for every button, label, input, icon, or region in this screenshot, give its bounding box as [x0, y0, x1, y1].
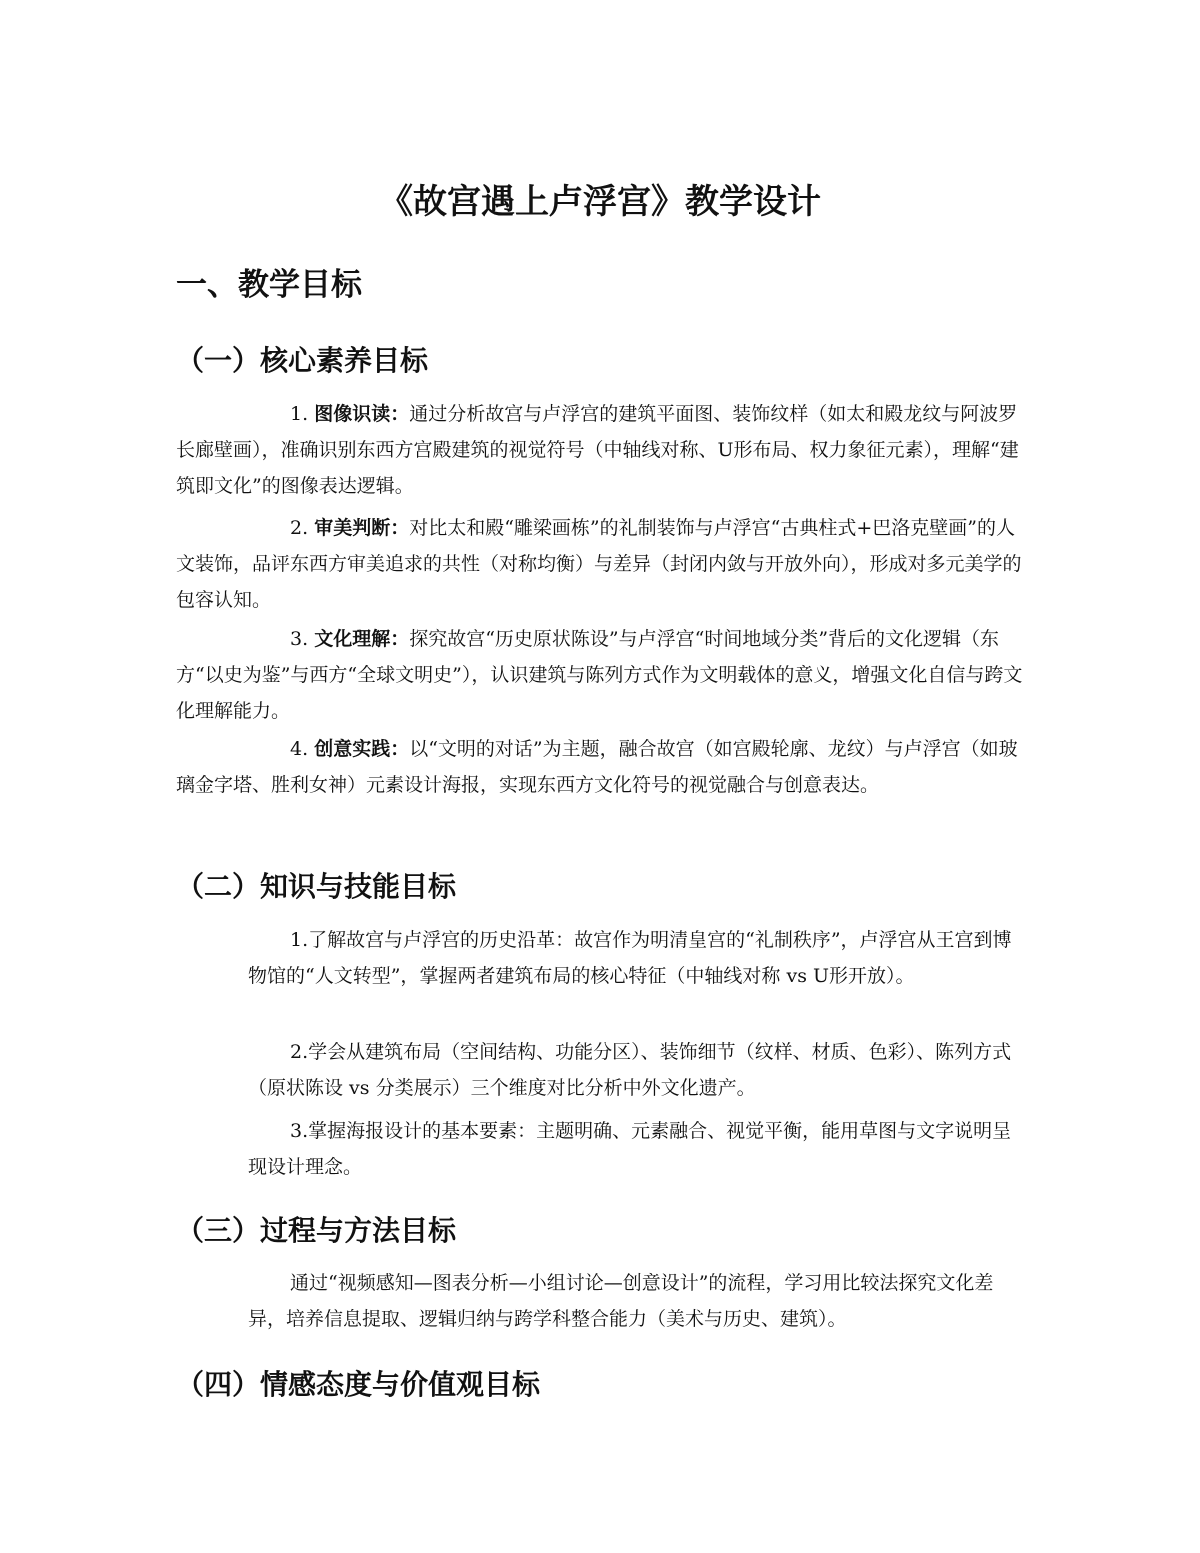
item-text: 探究故宫“历史原状陈设”与卢浮宫“时间地域分类”背后的文化逻辑（东方“以史为鉴”与西方“全球文明史”），认识建筑与陈列方式作为文明载体的意义，增强文化自信与跨文化理解能力。 [176, 628, 1023, 722]
knowledge-goal-item-3: 3.掌握海报设计的基本要素：主题明确、元素融合、视觉平衡，能用草图与文字说明呈现设计理念。 [248, 1120, 1012, 1178]
item-number: 4. [290, 738, 309, 760]
subsection-heading-core-literacy: （一）核心素养目标 [176, 344, 429, 377]
core-goal-item-3 [176, 621, 1028, 729]
knowledge-goal-item-2: 2.学会从建筑布局（空间结构、功能分区）、装饰细节（纹样、材质、色彩）、陈列方式（原状陈设 vs 分类展示）三个维度对比分析中外文化遗产。 [248, 1041, 1012, 1099]
document-title: 《故宫遇上卢浮宫》教学设计 [379, 182, 821, 222]
core-goal-item-2 [176, 510, 1028, 618]
subsection-heading-knowledge-skills: （二）知识与技能目标 [176, 870, 457, 903]
item-keyword: 审美判断： [314, 517, 410, 539]
knowledge-goal-item-1: 1.了解故宫与卢浮宫的历史沿革：故宫作为明清皇宫的“礼制秩序”，卢浮宫从王宫到博物馆的“人文转型”，掌握两者建筑布局的核心特征（中轴线对称 vs U形开放）。 [248, 929, 1012, 987]
item-text: 以“文明的对话”为主题，融合故宫（如宫殿轮廓、龙纹）与卢浮宫（如玻璃金字塔、胜利女神）元素设计海报，实现东西方文化符号的视觉融合与创意表达。 [176, 738, 1018, 796]
item-number: 2. [290, 517, 309, 539]
subsection-heading-emotion-values: （四）情感态度与价值观目标 [176, 1368, 541, 1401]
subsection-heading-process-method: （三）过程与方法目标 [176, 1214, 457, 1247]
section-heading-teaching-goals: 一、教学目标 [176, 267, 362, 303]
item-number: 1. [290, 403, 309, 425]
item-text: 通过分析故宫与卢浮宫的建筑平面图、装饰纹样（如太和殿龙纹与阿波罗长廊壁画），准确识别东西方宫殿建筑的视觉符号（中轴线对称、U形布局、权力象征元素），理解“建筑即文化”的图像表达逻辑。 [176, 403, 1019, 497]
item-keyword: 创意实践： [314, 738, 410, 760]
core-goal-item-1 [176, 396, 1028, 504]
item-keyword: 图像识读： [314, 403, 410, 425]
process-method-text: 通过“视频感知—图表分析—小组讨论—创意设计”的流程，学习用比较法探究文化差异，培养信息提取、逻辑归纳与跨学科整合能力（美术与历史、建筑）。 [248, 1272, 994, 1330]
item-text: 对比太和殿“雕梁画栋”的礼制装饰与卢浮宫“古典柱式+巴洛克壁画”的人文装饰，品评东西方审美追求的共性（对称均衡）与差异（封闭内敛与开放外向），形成对多元美学的包容认知。 [176, 517, 1022, 611]
core-goal-item-4 [176, 731, 1028, 803]
item-keyword: 文化理解： [314, 628, 410, 650]
item-number: 3. [290, 628, 309, 650]
